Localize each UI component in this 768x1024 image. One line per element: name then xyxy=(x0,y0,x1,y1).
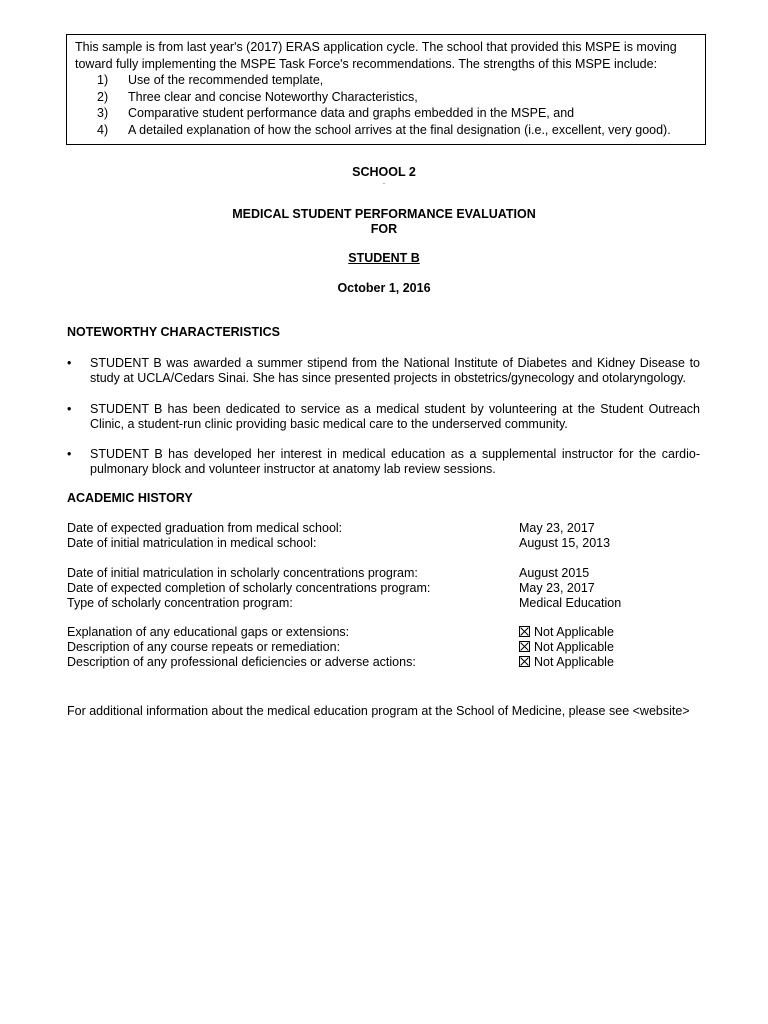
bullet-text: STUDENT B has developed her interest in medical education as a supplemental instructor for the cardio-pulmonary block and volunteer instructor at anatomy lab review sessions. xyxy=(90,447,700,476)
table-row xyxy=(67,536,707,551)
student-name-wrapper xyxy=(0,251,768,266)
table-row xyxy=(67,581,707,596)
school-name: SCHOOL 2 xyxy=(352,165,416,179)
table-row xyxy=(67,640,707,655)
bullet-marker: • xyxy=(67,402,72,416)
row-value: May 23, 2017 xyxy=(519,581,595,595)
row-value: August 15, 2013 xyxy=(519,536,611,550)
checked-box-icon xyxy=(519,641,530,652)
intro-strengths-list xyxy=(75,72,697,138)
list-item-number: 3) xyxy=(97,106,109,121)
list-item xyxy=(67,447,700,477)
separator-dot: . xyxy=(382,177,386,186)
table-row xyxy=(67,655,707,670)
list-item-number: 4) xyxy=(97,122,109,137)
row-value: Not Applicable xyxy=(534,640,614,654)
row-label: Explanation of any educational gaps or extensions: xyxy=(67,625,350,639)
checked-box-icon xyxy=(519,626,530,637)
row-label: Date of expected graduation from medical school: xyxy=(67,521,343,535)
table-row xyxy=(67,566,707,581)
row-label: Date of expected completion of scholarly concentrations program: xyxy=(67,581,431,595)
list-item xyxy=(67,356,700,386)
row-label: Description of any professional deficiencies or adverse actions: xyxy=(67,655,416,669)
list-item-number: 2) xyxy=(97,89,109,104)
student-name: STUDENT B xyxy=(348,251,420,265)
document-title-line2: FOR xyxy=(370,222,398,236)
list-item xyxy=(75,72,697,89)
bullet-text: STUDENT B has been dedicated to service as a medical student by volunteering at the Student Outreach Clinic, a student-run clinic providing basic medical care to the underserved community. xyxy=(90,402,700,431)
list-item xyxy=(67,402,700,432)
intro-text: This sample is from last year's (2017) ERAS application cycle. The school that provided this MSPE is moving toward fully implementing the MSPE Task Force's recommendations. The strengths of this MSPE include: xyxy=(75,40,677,71)
checked-box-icon xyxy=(519,656,530,667)
list-item xyxy=(75,122,697,139)
document-title-line1: MEDICAL STUDENT PERFORMANCE EVALUATION xyxy=(232,207,536,221)
row-label: Description of any course repeats or remediation: xyxy=(67,640,341,654)
bullet-marker: • xyxy=(67,447,72,461)
table-row xyxy=(67,521,707,536)
list-item xyxy=(75,89,697,106)
list-item-text: A detailed explanation of how the school arrives at the final designation (i.e., excellent, very good). xyxy=(128,122,671,137)
list-item-text: Three clear and concise Noteworthy Characteristics, xyxy=(128,89,418,104)
row-value: Medical Education xyxy=(519,596,622,610)
row-value-checkbox xyxy=(519,655,614,670)
row-value: August 2015 xyxy=(519,566,590,580)
table-row xyxy=(67,596,707,611)
list-item-text: Use of the recommended template, xyxy=(128,73,324,88)
intro-notice-box xyxy=(66,34,706,145)
bullet-text: STUDENT B was awarded a summer stipend from the National Institute of Diabetes and Kidney Disease to study at UCLA/Cedars Sinai. She has since presented projects in obstetrics/gynecology and otolaryngology. xyxy=(90,356,700,385)
row-value-checkbox xyxy=(519,640,614,655)
row-label: Date of initial matriculation in scholarly concentrations program: xyxy=(67,566,418,580)
document-date: October 1, 2016 xyxy=(337,281,431,295)
row-label: Date of initial matriculation in medical school: xyxy=(67,536,317,550)
list-item-text: Comparative student performance data and graphs embedded in the MSPE, and xyxy=(128,106,575,121)
table-row xyxy=(67,625,707,640)
noteworthy-heading: NOTEWORTHY CHARACTERISTICS xyxy=(67,325,280,339)
row-label: Type of scholarly concentration program: xyxy=(67,596,293,610)
row-value: May 23, 2017 xyxy=(519,521,595,535)
row-value: Not Applicable xyxy=(534,625,614,639)
academic-history-heading: ACADEMIC HISTORY xyxy=(67,491,193,505)
row-value: Not Applicable xyxy=(534,655,614,669)
list-item-number: 1) xyxy=(97,73,109,88)
bullet-marker: • xyxy=(67,356,72,370)
list-item xyxy=(75,105,697,122)
row-value-checkbox xyxy=(519,625,614,640)
additional-info-note: For additional information about the medical education program at the School of Medicine, please see <website> xyxy=(67,704,690,718)
